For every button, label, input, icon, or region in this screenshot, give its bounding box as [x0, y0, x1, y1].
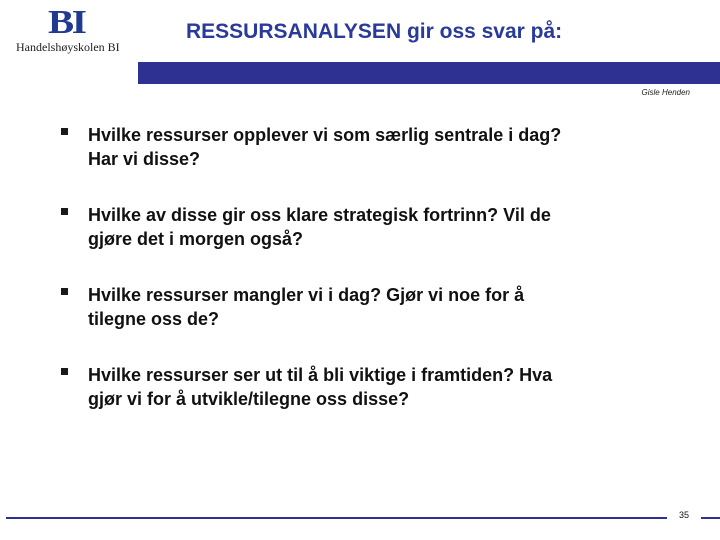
square-bullet-icon	[61, 368, 68, 375]
author-name: Gisle Henden	[641, 88, 690, 97]
square-bullet-icon	[61, 208, 68, 215]
bullet-text-line: Hvilke av disse gir oss klare strategisk fortrinn? Vil de	[88, 205, 551, 225]
bullet-text-line: gjør vi for å utvikle/tilegne oss disse?	[88, 389, 410, 409]
bullet-item	[58, 283, 698, 363]
bullet-text-line: Har vi disse?	[88, 149, 201, 169]
bi-logo-mark: BI	[48, 4, 85, 41]
bi-logo-text: Handelshøyskolen BI	[16, 40, 120, 54]
square-bullet-icon	[61, 128, 68, 135]
bullet-text-line: Hvilke ressurser mangler vi i dag? Gjør vi noe for å	[88, 285, 525, 305]
bullet-item	[58, 203, 698, 283]
page-number: 35	[667, 505, 701, 527]
bullet-text-line: gjøre det i morgen også?	[88, 229, 304, 249]
slide-title: RESSURSANALYSEN gir oss svar på:	[186, 20, 563, 43]
bullet-list	[58, 123, 698, 443]
bullet-item	[58, 123, 698, 203]
bullet-text-line: tilegne oss de?	[88, 309, 220, 329]
bullet-text-line: Hvilke ressurser opplever vi som særlig sentrale i dag?	[88, 125, 562, 145]
square-bullet-icon	[61, 288, 68, 295]
bi-logo	[14, 6, 144, 56]
bullet-text-line: Hvilke ressurser ser ut til å bli viktige i framtiden? Hva	[88, 365, 553, 385]
footer-line	[6, 517, 720, 519]
title-bar	[138, 62, 720, 84]
bullet-item	[58, 363, 698, 443]
